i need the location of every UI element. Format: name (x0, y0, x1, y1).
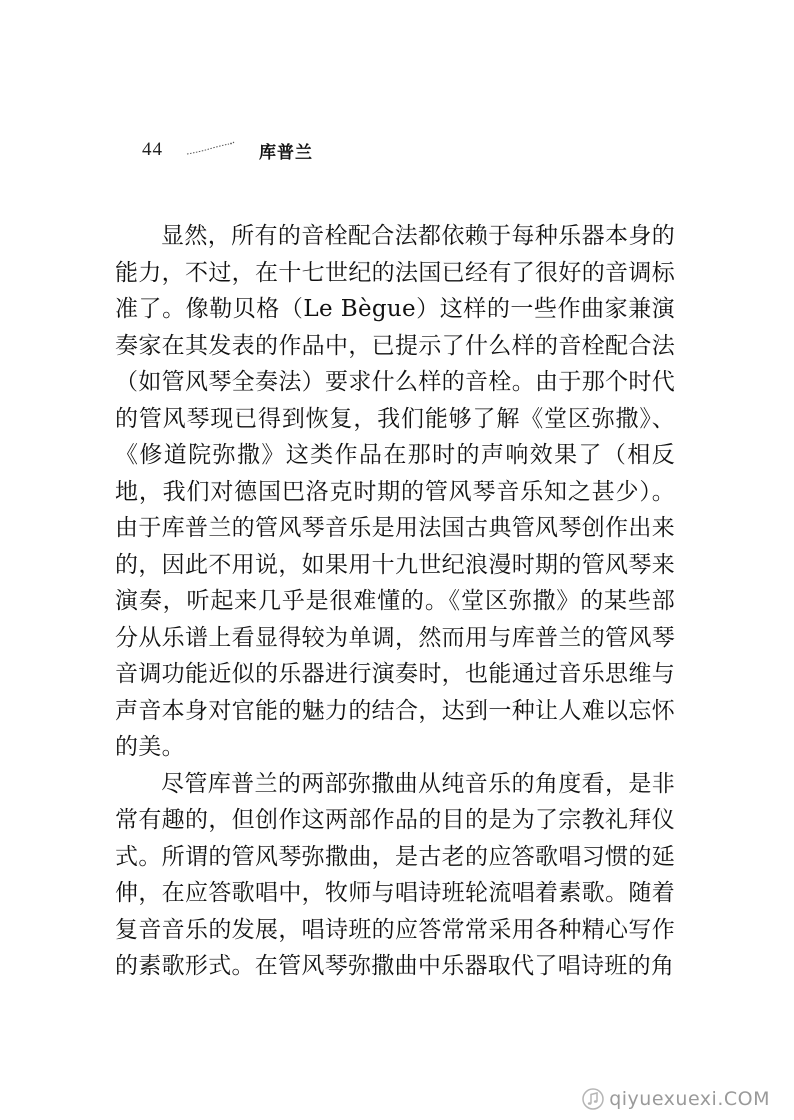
page-header (142, 136, 313, 164)
page-number: 44 (142, 139, 163, 160)
paragraph-2: 尽管库普兰的两部弥撒曲从纯音乐的角度看，是非常有趣的，但创作这两部作品的目的是为了宗教礼拜仪式。所谓的管风琴弥撒曲，是古老的应答歌唱习惯的延伸，在应答歌唱中，牧师与唱诗班轮流唱着素歌。随着复音音乐的发展，唱诗班的应答常常采用各种精心写作的素歌形式。在管风琴弥撒曲中乐器取代了唱诗班的角 (115, 770, 675, 979)
running-title: 库普兰 (259, 142, 313, 163)
paragraph-1: 显然，所有的音栓配合法都依赖于每种乐器本身的能力，不过，在十七世纪的法国已经有了很好的音调标准了。像勒贝格（Le Bègue）这样的一些作曲家兼演奏家在其发表的作品中，已提示了什么样的音栓配合法（如管风琴全奏法）要求什么样的音栓。由于那个时代的管风琴现已得到恢复，我们能够了解《堂区弥撒》、《修道院弥撒》这类作品在那时的声响效果了（相反地，我们对德国巴洛克时期的管风琴音乐知之甚少）。由于库普兰的管风琴音乐是用法国古典管风琴创作出来的，因此不用说，如果用十九世纪浪漫时期的管风琴来演奏，听起来几乎是很难懂的。《堂区弥撒》的某些部分从乐谱上看显得较为单调，然而用与库普兰的管风琴音调功能近似的乐器进行演奏时，也能通过音乐思维与声音本身对官能的魅力的结合，达到一种让人难以忘怀的美。 (115, 223, 675, 760)
header-ornament-icon (185, 141, 235, 159)
watermark-text: qiyuexuexi.COM (609, 1088, 770, 1110)
site-watermark (582, 1088, 770, 1110)
music-note-icon (582, 1088, 604, 1110)
body-text (115, 218, 675, 985)
